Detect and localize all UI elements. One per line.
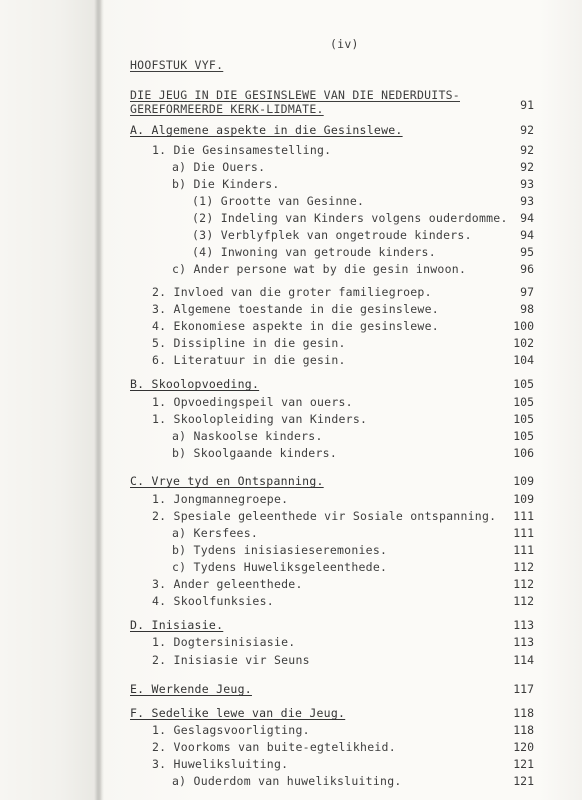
toc-entry: 3. Huweliksluiting. <box>152 757 289 771</box>
toc-page: 109 <box>513 492 534 506</box>
toc-entry: 1. Geslagsvoorligting. <box>152 723 310 737</box>
toc-entry: b) Tydens inisiasieseremonies. <box>172 543 388 557</box>
toc-entry: 1. Skoolopleiding van Kinders. <box>152 412 368 426</box>
toc-entry: 6. Literatuur in die gesin. <box>152 353 346 367</box>
toc-section-e: E. Werkende Jeug. <box>130 682 252 696</box>
toc-page: 100 <box>513 319 534 333</box>
toc-entry: c) Tydens Huweliksgeleenthede. <box>172 560 388 574</box>
toc-entry: a) Kersfees. <box>172 526 259 540</box>
toc-page: 105 <box>513 395 534 409</box>
toc-page: 105 <box>513 377 534 391</box>
toc-page: 94 <box>520 228 534 242</box>
toc-page: 93 <box>520 177 534 191</box>
toc-page: 97 <box>520 285 534 299</box>
toc-entry: 1. Opvoedingspeil van ouers. <box>152 395 353 409</box>
page-number: (iv) <box>330 37 359 51</box>
toc-entry: 4. Ekonomiese aspekte in die gesinslewe. <box>152 319 439 333</box>
toc-page: 109 <box>513 474 534 488</box>
toc-page: 98 <box>520 302 534 316</box>
toc-page: 104 <box>513 353 534 367</box>
chapter-title-line-1: DIE JEUG IN DIE GESINSLEWE VAN DIE NEDERDUITS- <box>130 88 460 102</box>
toc-page: 105 <box>513 429 534 443</box>
toc-page: 118 <box>513 723 534 737</box>
toc-entry: a) Naskoolse kinders. <box>172 429 323 443</box>
toc-section-f: F. Sedelike lewe van die Jeug. <box>130 706 346 720</box>
toc-page: 121 <box>513 757 534 771</box>
toc-section-b: B. Skoolopvoeding. <box>130 377 260 391</box>
toc-page: 112 <box>513 594 534 608</box>
toc-page: 111 <box>513 509 534 523</box>
toc-page: 117 <box>513 682 534 696</box>
toc-page: 113 <box>513 635 534 649</box>
toc-page: 102 <box>513 336 534 350</box>
toc-entry: b) Skoolgaande kinders. <box>172 446 337 460</box>
toc-page: 96 <box>520 262 534 276</box>
toc-page: 118 <box>513 706 534 720</box>
toc-page: 111 <box>513 543 534 557</box>
toc-entry: 1. Dogtersinisiasie. <box>152 635 296 649</box>
toc-page: 106 <box>513 446 534 460</box>
toc-entry: a) Die Ouers. <box>172 160 266 174</box>
chapter-title-page: 91 <box>520 98 534 112</box>
toc-entry: 1. Die Gesinsamestelling. <box>152 143 332 157</box>
toc-section-a: A. Algemene aspekte in die Gesinslewe. <box>130 123 403 137</box>
toc-entry: 1. Jongmannegroepe. <box>152 492 289 506</box>
toc-page: 94 <box>520 211 534 225</box>
toc-entry: 2. Spesiale geleenthede vir Sosiale ontspanning. <box>152 509 497 523</box>
toc-entry: (1) Grootte van Gesinne. <box>192 194 365 208</box>
toc-entry: 4. Skoolfunksies. <box>152 594 274 608</box>
toc-entry: (3) Verblyfplek van ongetroude kinders. <box>192 228 472 242</box>
toc-section-c: C. Vrye tyd en Ontspanning. <box>130 474 324 488</box>
toc-page: 112 <box>513 577 534 591</box>
toc-entry: 3. Ander geleenthede. <box>152 577 303 591</box>
toc-page: 92 <box>520 160 534 174</box>
toc-page: 105 <box>513 412 534 426</box>
toc-entry: 5. Dissipline in die gesin. <box>152 336 346 350</box>
toc-entry: (4) Inwoning van getroude kinders. <box>192 245 436 259</box>
toc-page: 93 <box>520 194 534 208</box>
toc-entry: 2. Voorkoms van buite-egtelikheid. <box>152 740 396 754</box>
chapter-heading: HOOFSTUK VYF. <box>130 58 224 72</box>
toc-entry: c) Ander persone wat by die gesin inwoon. <box>172 262 467 276</box>
toc-page: 92 <box>520 143 534 157</box>
toc-section-d: D. Inisiasie. <box>130 618 224 632</box>
page-binding-shadow <box>94 0 102 800</box>
toc-entry: 3. Algemene toestande in die gesinslewe. <box>152 302 439 316</box>
toc-page: 112 <box>513 560 534 574</box>
toc-entry: (2) Indeling van Kinders volgens ouderdomme. <box>192 211 508 225</box>
toc-page: 111 <box>513 526 534 540</box>
toc-entry: 2. Inisiasie vir Seuns <box>152 653 310 667</box>
toc-page: 92 <box>520 123 534 137</box>
chapter-title-line-2: GEREFORMEERDE KERK-LIDMATE. <box>130 102 324 116</box>
toc-page: 114 <box>513 653 534 667</box>
toc-entry: 2. Invloed van die groter familiegroep. <box>152 285 432 299</box>
toc-page: 95 <box>520 245 534 259</box>
toc-page: 121 <box>513 774 534 788</box>
toc-page: 120 <box>513 740 534 754</box>
toc-entry: b) Die Kinders. <box>172 177 280 191</box>
toc-page: 113 <box>513 618 534 632</box>
toc-entry: a) Ouderdom van huweliksluiting. <box>172 774 402 788</box>
